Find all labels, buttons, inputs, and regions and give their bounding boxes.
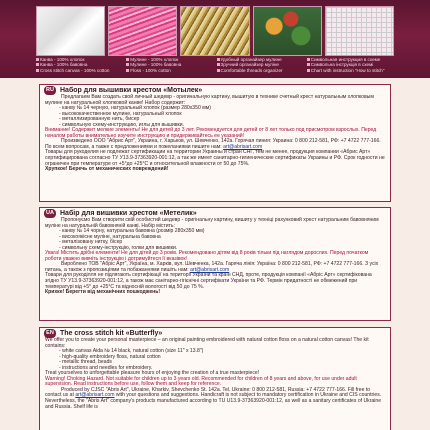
email-link[interactable]: art@abrisart.com [190,266,230,273]
canvas-photo [36,6,105,56]
floss-photo [108,6,177,56]
list-item: - канву № 14 черную, натуральный хлопок (размер 280х350 мм) [59,105,211,112]
list-item: - символьну схему-інструкцію, голки для вишивки. [59,244,178,251]
section-body [40,95,390,173]
header-banner [0,0,430,78]
warning-text: Warning! Choking Hazard. Not suitable for children up to 3 years old. Recommended for children of 8 years and above, for use under adult supervision. Read instructions before use, follow them and keep for reference. [45,375,357,388]
feature-chart: Символьная инструкция в схеме Символьна інструкція в схемі Chart with instruction "How to stitch" [307,57,394,73]
section-body [40,338,390,410]
warning-text: Увага! Містить дрібні елементи! Не для дітей до 3 років. Рекомендовано дітям від 8 років тільки під наглядом дорослих. Перед початком роботи уважно вивчіть інструкцію і дотримуйтеся її вказівок! [45,250,369,262]
list-item: - высококачественное мулине, натуральный хлопок [59,110,182,117]
list-item: - канву № 14 чорну, натуральна бавовна (розмір 280х350 мм) [59,228,205,235]
language-badge: RU [44,86,56,95]
chart-photo [325,6,394,56]
section-title: The cross stitch kit «Butterfly» [60,329,163,337]
feature-canvas: Канва - 100% хлопок Канва - 100% бавовна Cross stitch canvas - 100% cotton [36,57,123,73]
cert-text: Товари для рукоділля не підлягають сертифікації на території України та країн СНД, проте, продукція компанії «Абріс Арт» сертифікована згідно ТУ У13.9-37363920-001:12, а також має санітарно-гігієнічні сертифікати України та РФ. Термін придатності не обмежений при температурі від +5° до +25°С та відносній вологості від 50 до 75 %. [45,272,372,290]
section-ua [39,207,391,321]
list-item: - металізовану нитку, бісер [59,239,123,246]
list-item: - instructions and needles for embroidery. [59,364,153,371]
email-link[interactable]: art@abrisart.com [75,392,115,399]
intro-text: Пропонуємо Вам створити свій особистий шедевр - оригінальну картину, вишиту у техніці рахунковий хрест натуральним бавовняним муліне на натуральній бавовняній канві. Набір містить: [45,217,379,229]
organizer-photo [180,6,249,56]
section-en [39,327,391,430]
section-title: Набір для вишивки хрестом «Метелик» [60,209,197,217]
warning-text: Внимание! Содержит мелкие элементы! Не для детей до 3 лет. Рекомендуется для детей от 8 лет только под присмотром взрослых. Перед началом работы внимательно изучите инструкцию и придерживайтесь ее указаний! [45,127,377,139]
list-item: - white canvas Aida № 14 black, natural cotton (size 11" х 13.8") [59,348,204,355]
list-item: - high-quality embroidery floss, natural cotton [59,353,161,360]
feature-list [36,57,394,73]
closing-text: Treat yourselves to unforgettable pleasure hours of enjoying the creation of a true masterpiece! [45,370,260,377]
language-badge: UA [44,209,56,218]
maker-text: Produced by CJSC "Abris Art", Ukraine, Kharkiv, Shevchenko St. 142a. Tel. Ukraine: 0 800 212-581, Russia: +7 4722 777-166. Fill free to contact us at art@abrisart.com with your questions and suggestions. Handicraft is not subject to mandatory certification in Ukraine and CIS countries. Nevertheless, the "Abris Art" company's products manufactured according to TU U13.9-37363920-001:12, as well as a sanitary certificates of Ukraine and Russia. Shelf life is [45,386,382,410]
list-item: - символьную схему-инструкцию, иглы для вышивки. [59,121,185,128]
list-item: - високоякісне муліне, натуральна бавовна [59,233,161,240]
stitching-photo [253,6,322,56]
intro-text: Предлагаем Вам создать свой личный шедевр - оригинальную картину, вышитую в технике счетный крест натуральным хлопковым мулине на натуральной хлопковой канве! Набор содержит: [45,94,374,106]
language-badge: EN [44,329,56,338]
product-photos [36,6,394,56]
list-item: - metallic thread, beads [59,359,112,366]
list-item: - металлизированную нить, бисер [59,116,140,123]
fragile-note: Крихке! Берегти від механічних пошкоджень! [45,289,161,296]
email-link[interactable]: art@abrisart.com [223,143,263,150]
section-body [40,218,390,296]
maker-text: Вироблено ТОВ "Абріс Арт", Україна, м. Харків, вул. Шевченка, 142а. Гаряча лінія: Україна: 0 800 212-581, РФ: +7 4722 777-166. З усіх питань, а також з пропозиціями та побажаннями пишіть нам: art@abrisart.com [45,261,379,273]
feature-organizer: Удобный органайзер мулине Зручний органайзер муліне Comfortable threads organizer [217,57,304,73]
feature-floss: Мулине - 100% хлопок Мулине - 100% бавовна Floss - 100% cotton [126,57,213,73]
section-title: Набор для вышивки крестом «Мотылек» [60,86,203,94]
intro-text: We offer you to create your personal masterpiece – an original painting embroidered with natural cotton floss on a natural cotton canvas! The kit contains: [45,337,369,349]
section-ru [39,84,391,202]
fragile-note: Хрупкое! Беречь от механических повреждений! [45,166,169,173]
maker-text: Произведено ООО "Абрис Арт", Украина, г. Харьков, ул. Шевченко, 142а. Горячая линия: Украина: 0 800 212-581, РФ: +7 4722 777-166. По всем вопросам, а также с предложениями и пожеланиями пишите нам: art@abrisart.com [45,138,381,150]
cert-text: Товары для рукоделия не подлежат сертификации на территории Украины и стран СНГ, тем не менее, продукция компании «Абрис Арт» сертифицирована согласно ТУ У13.9-37363920-001:12, а так же имеет санитарно-гигиенические сертификаты Украины и РФ. Срок годности не ограничен при температуре от +5°до +25°С и относительной влажности от 50 до 75%. [45,149,385,167]
